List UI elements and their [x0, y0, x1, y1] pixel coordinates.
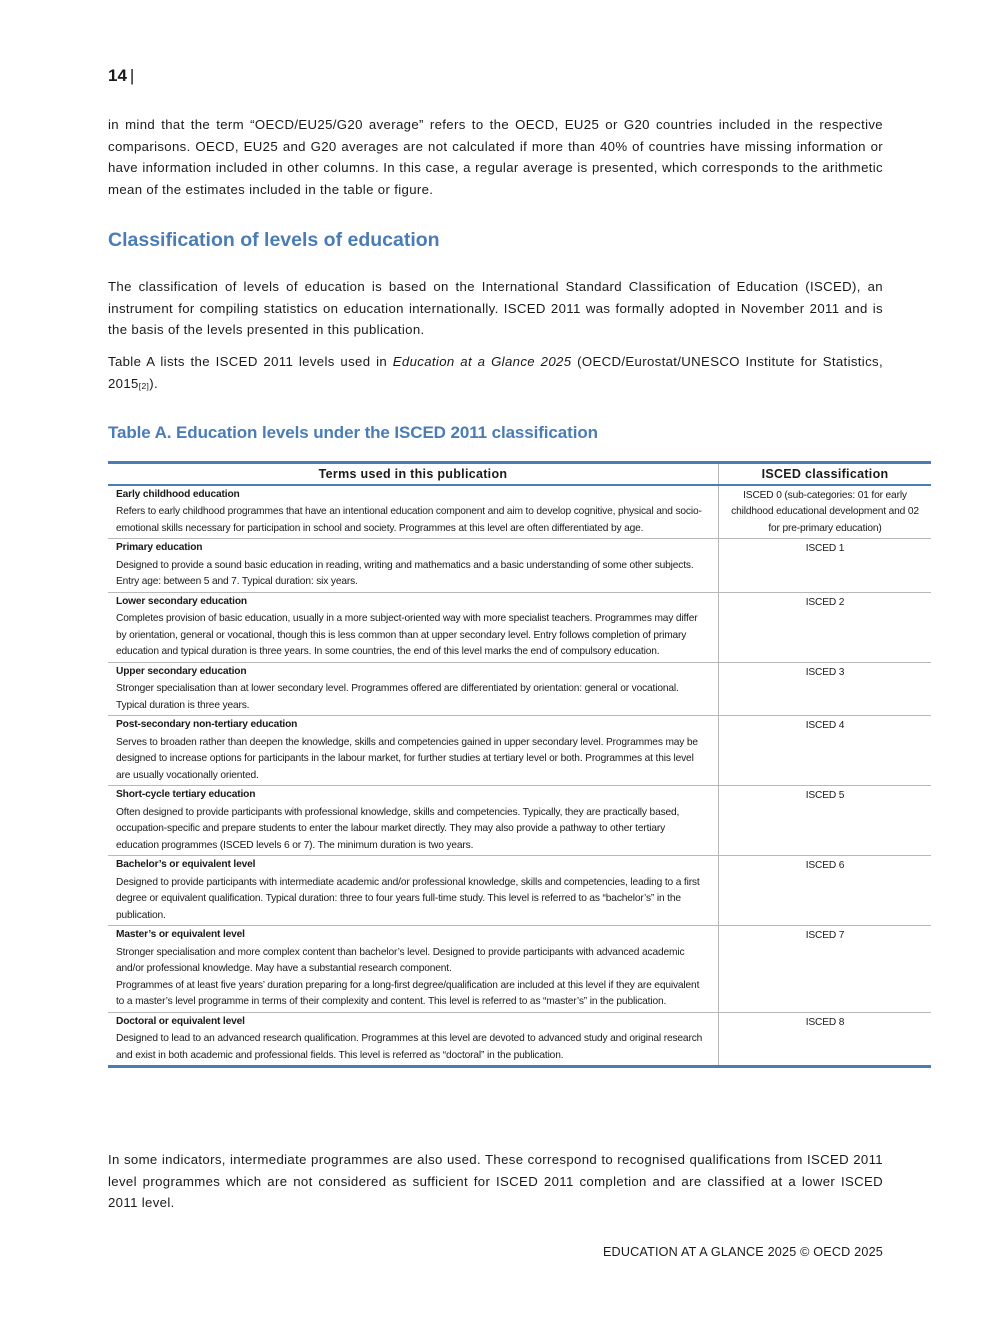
- paragraph-text: ).: [149, 375, 159, 391]
- table-row: [108, 786, 931, 856]
- level-term-cell: [108, 662, 719, 716]
- table-title: Table A. Education levels under the ISCED 2011 classification: [108, 423, 598, 442]
- level-name: Doctoral or equivalent level: [116, 1015, 245, 1027]
- table-header-row: [108, 463, 931, 485]
- page-number: [108, 66, 134, 86]
- table-row: [108, 926, 931, 1013]
- paragraph-text: (OECD/Eurostat/UNESCO Institute for Statistics, 2015: [108, 354, 883, 391]
- level-description: Refers to early childhood programmes that have an intentional education component and aim to develop cognitive, physical and socio-emotional skills necessary for participation in school and society. Programmes at this level are often differentiated by age.: [116, 506, 702, 534]
- table-row: [108, 485, 931, 539]
- level-term-cell: [108, 716, 719, 786]
- table-row: [108, 1012, 931, 1067]
- level-term-cell: [108, 539, 719, 593]
- level-name: Lower secondary education: [116, 595, 247, 607]
- table-row: [108, 716, 931, 786]
- level-description: Stronger specialisation than at lower secondary level. Programmes offered are differentiated by orientation: general or vocational. Typical duration is three years.: [116, 683, 679, 711]
- isced-code-cell: ISCED 4: [719, 716, 932, 786]
- table-row: [108, 856, 931, 926]
- reference-link[interactable]: [2]: [138, 380, 150, 391]
- page-number-separator: |: [129, 66, 135, 85]
- level-description: Often designed to provide participants with professional knowledge, skills and competencies. Typically, they are practically based, occupation-specific and prepare students to enter the labour market directly. They may also provide a pathway to other tertiary education programmes (ISCED levels 6 or 7). The minimum duration is two years.: [116, 806, 680, 851]
- isced-levels-table: [108, 461, 931, 1068]
- level-description: Designed to provide a sound basic education in reading, writing and mathematics and a basic understanding of some other subjects. Entry age: between 5 and 7. Typical duration: six years.: [116, 559, 694, 587]
- column-header-terms: Terms used in this publication: [108, 463, 719, 485]
- table-row: [108, 539, 931, 593]
- level-description: Serves to broaden rather than deepen the knowledge, skills and competencies gained in upper secondary level. Programmes may be designed to increase options for participants in the labour market, for further studies at tertiary level or both. Programmes at this level are usually vocationally oriented.: [116, 736, 698, 781]
- isced-code-cell: ISCED 7: [719, 926, 932, 1013]
- page-footer: EDUCATION AT A GLANCE 2025 © OECD 2025: [602, 1245, 883, 1259]
- level-name: Early childhood education: [116, 488, 240, 500]
- isced-code-cell: ISCED 8: [805, 1016, 845, 1028]
- page-number-value: 14: [108, 66, 127, 85]
- level-name: Master’s or equivalent level: [116, 929, 245, 940]
- table-reference-paragraph: [108, 351, 883, 397]
- level-name: Post-secondary non-tertiary education: [116, 719, 298, 730]
- table-row: [108, 592, 931, 662]
- isced-code-cell: ISCED 5: [719, 786, 932, 856]
- level-term-cell: [108, 592, 719, 662]
- level-name: Short-cycle tertiary education: [116, 789, 256, 800]
- isced-code-cell: ISCED 3: [719, 662, 932, 716]
- paragraph-text: Table A lists the ISCED 2011 levels used in: [108, 354, 393, 369]
- isced-code-cell: ISCED 0 (sub-categories: 01 for early childhood educational development and 02 for pre-primary education): [719, 485, 932, 539]
- isced-code-cell: ISCED 1: [719, 539, 932, 593]
- level-name: Upper secondary education: [116, 665, 247, 677]
- publication-title: Education at a Glance 2025: [392, 354, 572, 369]
- intro-paragraph: in mind that the term “OECD/EU25/G20 average” refers to the OECD, EU25 or G20 countries included in the respective comparisons. OECD, EU25 and G20 averages are not calculated if more than 40% of countries have missing information or have information included in other columns. In this case, a regular average is presented, which corresponds to the arithmetic mean of the estimates included in the table or figure.: [108, 117, 883, 197]
- level-term-cell: [108, 485, 719, 539]
- table-body: [108, 485, 931, 1067]
- isced-code-cell: ISCED 2: [719, 592, 932, 662]
- level-description: Completes provision of basic education, usually in a more subject-oriented way with more specialist teachers. Programmes may differ by orientation, general or vocational, though this is less common than at upper secondary level. Entry follows completion of primary education and typical duration is three years. In some countries, the end of this level marks the end of compulsory education.: [116, 613, 698, 657]
- level-term-cell: [108, 856, 719, 926]
- column-header-isced: ISCED classification: [719, 463, 932, 485]
- level-term-cell: [108, 926, 719, 1013]
- level-name: Bachelor’s or equivalent level: [116, 859, 256, 870]
- classification-paragraph: The classification of levels of education is based on the International Standard Classification of Education (ISCED), an instrument for compiling statistics on education internationally. ISCED 2011 was formally adopted in November 2011 and is the basis of the levels presented in this publication.: [108, 279, 883, 337]
- level-description: Programmes of at least five years’ duration preparing for a long-first degree/qualification are included at this level if they are equivalent to a master’s level programme in terms of their complexity and content. This level is referred to as “master’s” in the publication.: [116, 979, 700, 1007]
- closing-paragraph: In some indicators, intermediate programmes are also used. These correspond to recognised qualifications from ISCED 2011 level programmes which are not considered as sufficient for ISCED 2011 completion and are classified at a lower ISCED 2011 level.: [108, 1152, 883, 1210]
- section-title: Classification of levels of education: [108, 229, 440, 251]
- level-description: Stronger specialisation and more complex content than bachelor’s level. Designed to provide participants with advanced academic and/or professional knowledge. May have a substantial research component.: [116, 946, 685, 974]
- level-term-cell: [108, 1012, 719, 1067]
- table-row: [108, 662, 931, 716]
- level-description: Designed to provide participants with intermediate academic and/or professional knowledge, skills and competencies, leading to a first degree or equivalent qualification. Typical duration: three to four years full-time study. This level is referred to as “bachelor’s” in the publication.: [116, 876, 700, 921]
- level-description: Designed to lead to an advanced research qualification. Programmes at this level are devoted to advanced study and original research and exist in both academic and professional fields. This level is referred as “doctoral” in the publication.: [116, 1033, 703, 1061]
- isced-code-cell: ISCED 6: [719, 856, 932, 926]
- level-name: Primary education: [116, 542, 203, 553]
- level-term-cell: [108, 786, 719, 856]
